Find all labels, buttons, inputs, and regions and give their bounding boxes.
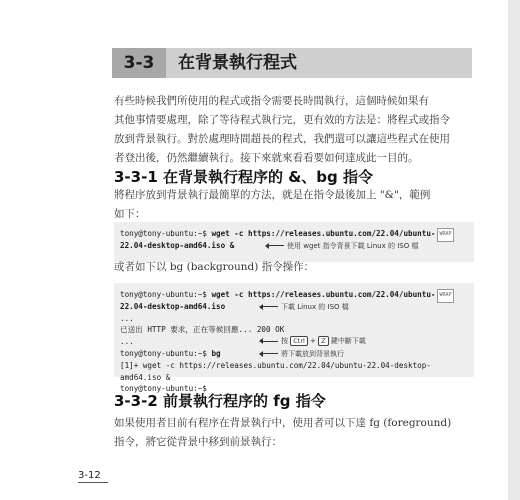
output-line: amd64.iso & xyxy=(120,372,171,382)
annotation-text: 將下載放到背景執行 xyxy=(281,349,344,358)
sub1-line: 或者如下以 bg (background) 指令操作： xyxy=(114,261,315,273)
command-text: wget -c https://releases.ubuntu.com/22.04/ubuntu- xyxy=(211,290,436,299)
command-text: wget -c https://releases.ubuntu.com/22.04/ubuntu- xyxy=(211,229,436,238)
sub2-line: 如果使用者目前有程序在背景執行中，使用者可以下達 fg (foreground) xyxy=(114,417,452,429)
left-arrow-icon xyxy=(260,353,278,354)
output-line: ... xyxy=(120,313,134,323)
command-text: 22.04-desktop-amd64.iso & xyxy=(120,240,235,250)
left-arrow-icon xyxy=(260,306,278,307)
sub1-paragraph-2 xyxy=(114,258,476,277)
annotation-text: + xyxy=(310,337,316,346)
command-text: bg xyxy=(211,348,221,358)
page-edge-tab xyxy=(508,0,520,500)
intro-line: 者登出後，仍然繼續執行。接下來就來看看要如何達成此一目的。 xyxy=(114,152,419,164)
sub1-paragraph xyxy=(114,186,476,224)
annotation-text: 使用 wget 指令背景下載 Linux 的 ISO 檔 xyxy=(287,241,419,250)
page-number-rule xyxy=(78,482,108,483)
sub2-line: 指令，將它從背景中移到前景執行： xyxy=(114,436,282,448)
intro-paragraph xyxy=(114,92,476,168)
annotation-text: 鍵中斷下載 xyxy=(330,337,366,346)
z-key: Z xyxy=(318,336,328,346)
output-line: ... xyxy=(120,337,134,347)
ctrl-key: Ctrl xyxy=(290,336,308,346)
annotation-text: 按 xyxy=(281,337,288,346)
intro-line: 放到背景執行。對於處理時間超長的程式，我們還可以讓這些程式在使用 xyxy=(114,133,450,145)
subsection-heading-1: 3-3-1 在背景執行程序的 &、bg 指令 xyxy=(114,168,373,186)
section-title: 在背景執行程式 xyxy=(178,53,297,73)
wrap-marker: WRAP xyxy=(437,228,453,242)
code-block-2 xyxy=(114,283,474,394)
shell-prompt: tony@tony-ubuntu:~$ xyxy=(120,348,212,358)
intro-line: 其他事情要處理，除了等待程式執行完，更有效的方法是：將程式或指令 xyxy=(114,114,450,126)
annotation xyxy=(260,336,366,348)
output-line: tony@tony-ubuntu:~$ xyxy=(120,384,207,394)
subsection-heading-2: 3-3-2 前景執行程序的 fg 指令 xyxy=(114,392,326,410)
output-line: 已送出 HTTP 要求，正在等候回應... 200 OK xyxy=(120,325,285,335)
page-number: 3-12 xyxy=(78,470,101,481)
output-line: [1]+ wget -c https://releases.ubuntu.com/22.04/ubuntu-22.04-desktop- xyxy=(120,360,431,370)
shell-prompt: tony@tony-ubuntu:~$ xyxy=(120,290,212,299)
command-text: 22.04-desktop-amd64.iso xyxy=(120,301,226,311)
sub1-line: 將程序放到背景執行最簡單的方法，就是在指令最後加上 "&"，範例 xyxy=(114,189,431,201)
section-number: 3-3 xyxy=(112,48,166,78)
shell-prompt: tony@tony-ubuntu:~$ xyxy=(120,229,212,238)
annotation-text: 下載 Linux 的 ISO 檔 xyxy=(281,302,349,311)
annotation xyxy=(266,241,418,253)
sub2-paragraph xyxy=(114,414,476,452)
intro-line: 有些時候我們所使用的程式或指令需要長時間執行，這個時候如果有 xyxy=(114,95,429,107)
section-heading xyxy=(112,48,472,78)
left-arrow-icon xyxy=(260,341,278,342)
wrap-marker: WRAP xyxy=(437,289,453,303)
left-arrow-icon xyxy=(266,245,284,246)
code-block-1 xyxy=(114,222,474,262)
sub1-line: 如下： xyxy=(114,208,146,220)
